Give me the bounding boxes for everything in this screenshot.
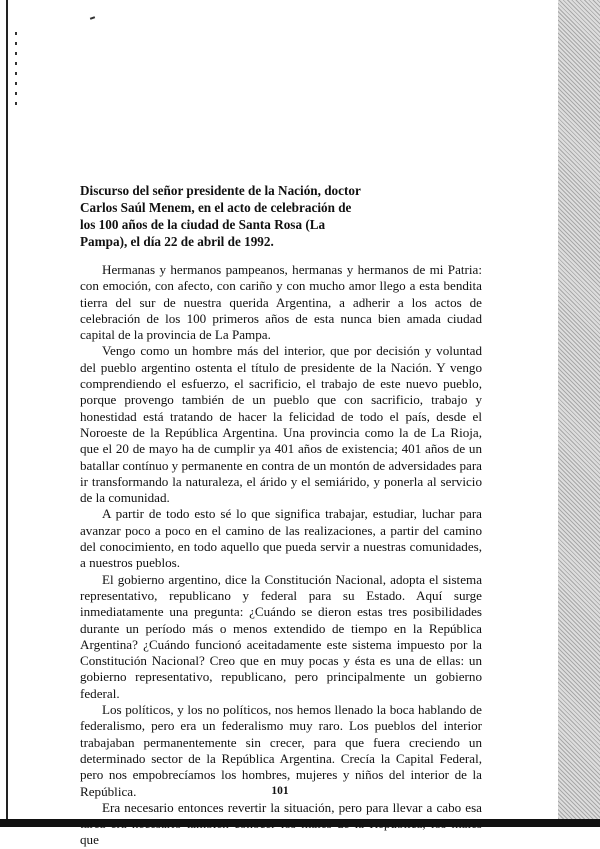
- paragraph: Hermanas y hermanos pampeanos, hermanas y hermanos de mi Patria: con emoción, con afecto, con cariño y con mucho amor llego a esta bendita tierra del sur de nuestra querida Argentina, a adherir a los actos de celebración de los 100 primeros años de esta nunca bien amada ciudad capital de la provincia de La Pampa.: [80, 262, 482, 343]
- scan-edge-bottom: [0, 819, 600, 827]
- paragraph: Era necesario entonces revertir la situación, pero para llevar a cabo esa que: [80, 799, 482, 848]
- margin-marks: [15, 32, 19, 132]
- scan-edge-right: [558, 0, 600, 827]
- page-number: 101: [271, 785, 289, 797]
- paragraph: A partir de todo esto sé lo que significa trabajar, estudiar, luchar para avanzar poco a poco en el camino de las realizaciones, a partir del camino del conocimiento, en todo aquello que pueda servir a nuestras comunidades, a nuestros pueblos.: [80, 506, 482, 571]
- scan-edge-left: [6, 0, 8, 827]
- scan-mark: [90, 16, 95, 20]
- speech-body: [80, 262, 482, 849]
- paragraph: Los políticos, y los no políticos, nos hemos llenado la boca hablando de federalismo, pero era un federalismo muy raro. Los pueblos del interior trabajaban permanentemente sin crecer, para que fuera creciendo un determinado sector de la República Argentina. Crecía la Capital Federal, pero nos empobrecíamos los hombres, mujeres y niños del interior de la República.: [80, 702, 482, 799]
- speech-title: Discurso del señor presidente de la Nación, doctor Carlos Saúl Menem, en el acto de celebración de los 100 años de la ciudad de Santa Rosa (La Pampa), el día 22 de abril de 1992.: [80, 183, 361, 249]
- paragraph: Vengo como un hombre más del interior, que por decisión y voluntad del pueblo argentino ostenta el título de presidente de la Nación. Y vengo comprendiendo el esfuerzo, el sacrificio, el trabajo de este nuevo pueblo, porque provengo también de un pueblo que con sacrificio, trabajo y honestidad está tratando de hacer la felicidad de todo el país, desde el Noroeste de la República Argentina. Una provincia como la de La Rioja, que el 20 de mayo ha de cumplir ya 401 años de existencia; 401 años de un batallar contínuo y permanente en contra de un montón de adversidades para ir transformando la naturaleza, el árido y el semiárido, y ponerla al servicio de la comunidad.: [80, 343, 482, 506]
- paragraph: El gobierno argentino, dice la Constitución Nacional, adopta el sistema representativo, republicano y federal para su Estado. Aquí surge inmediatamente una pregunta: ¿Cuándo se dieron estas tres posibilidades durante un período más o menos extendido de tiempo en la República Argentina? ¿Cuándo funcionó aceitadamente este sistema impuesto por la Constitución Nacional? Creo que en muy pocas y ésta es una de ellas: un gobierno representativo, republicano, pero principalmente un gobierno federal.: [80, 571, 482, 701]
